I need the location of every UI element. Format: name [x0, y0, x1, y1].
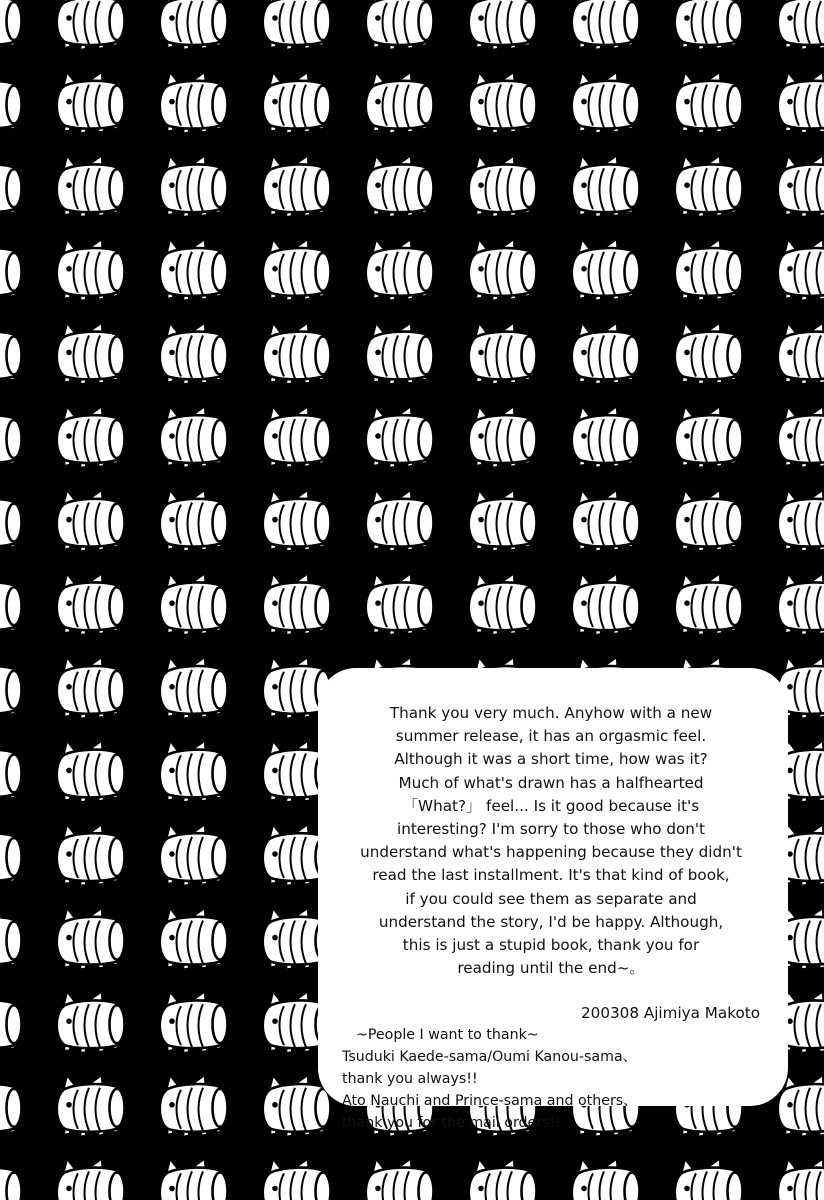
- message-line: reading until the end~。: [457, 959, 645, 978]
- barrel-pig-creature-icon: [778, 490, 824, 552]
- afterword-note-box: [318, 668, 788, 1132]
- message-line: this is just a stupid book, thank you for: [402, 936, 700, 955]
- message-line: understand the story, I'd be happy. Although,: [378, 912, 724, 931]
- message-line: understand what's happening because they didn't: [360, 843, 742, 862]
- message-line: interesting? I'm sorry to those who don't: [396, 820, 706, 839]
- barrel-pig-creature-icon: [778, 239, 824, 301]
- message-line: Thank you very much. Anyhow with a new: [389, 704, 713, 722]
- thanks-line: Ato Nauchi and Prince-sama and others、: [342, 1093, 638, 1110]
- barrel-pig-creature-icon: [160, 0, 228, 50]
- date-signature: 200308 Ajimiya Makoto: [581, 1004, 760, 1023]
- message-line: read the last installment. It's that kind of book,: [372, 866, 730, 885]
- message-line: Much of what's drawn has a halfhearted: [398, 773, 704, 792]
- barrel-pig-creature-icon: [778, 573, 824, 635]
- thanks-line: thank you for the mail orders!!: [342, 1115, 561, 1132]
- barrel-pig-creature-icon: [675, 0, 743, 50]
- barrel-pig-creature-icon: [469, 0, 537, 50]
- afterword-message: [332, 702, 770, 980]
- message-line: Although it was a short time, how was it?: [394, 750, 708, 769]
- message-line: summer release, it has an orgasmic feel.: [395, 727, 707, 746]
- barrel-pig-creature-icon: [572, 0, 640, 50]
- barrel-pig-creature-icon: [778, 72, 824, 134]
- message-line: if you could see them as separate and: [405, 889, 697, 908]
- barrel-pig-creature-icon: [366, 0, 434, 50]
- barrel-pig-creature-icon: [778, 1075, 824, 1137]
- message-line: 「What?」 feel... Is it good because it's: [402, 796, 700, 815]
- thanks-heading: ~People I want to thank~: [356, 1027, 539, 1044]
- barrel-pig-creature-icon: [778, 322, 824, 384]
- thanks-line: Tsuduki Kaede-sama/Oumi Kanou-sama、: [342, 1049, 637, 1066]
- barrel-pig-creature-icon: [778, 155, 824, 217]
- barrel-pig-creature-icon: [778, 0, 824, 50]
- barrel-pig-creature-icon: [57, 0, 125, 50]
- barrel-pig-creature-icon: [263, 0, 331, 50]
- thanks-line: thank you always!!: [342, 1071, 478, 1088]
- thanks-list: [332, 1024, 770, 1134]
- barrel-pig-creature-icon: [778, 406, 824, 468]
